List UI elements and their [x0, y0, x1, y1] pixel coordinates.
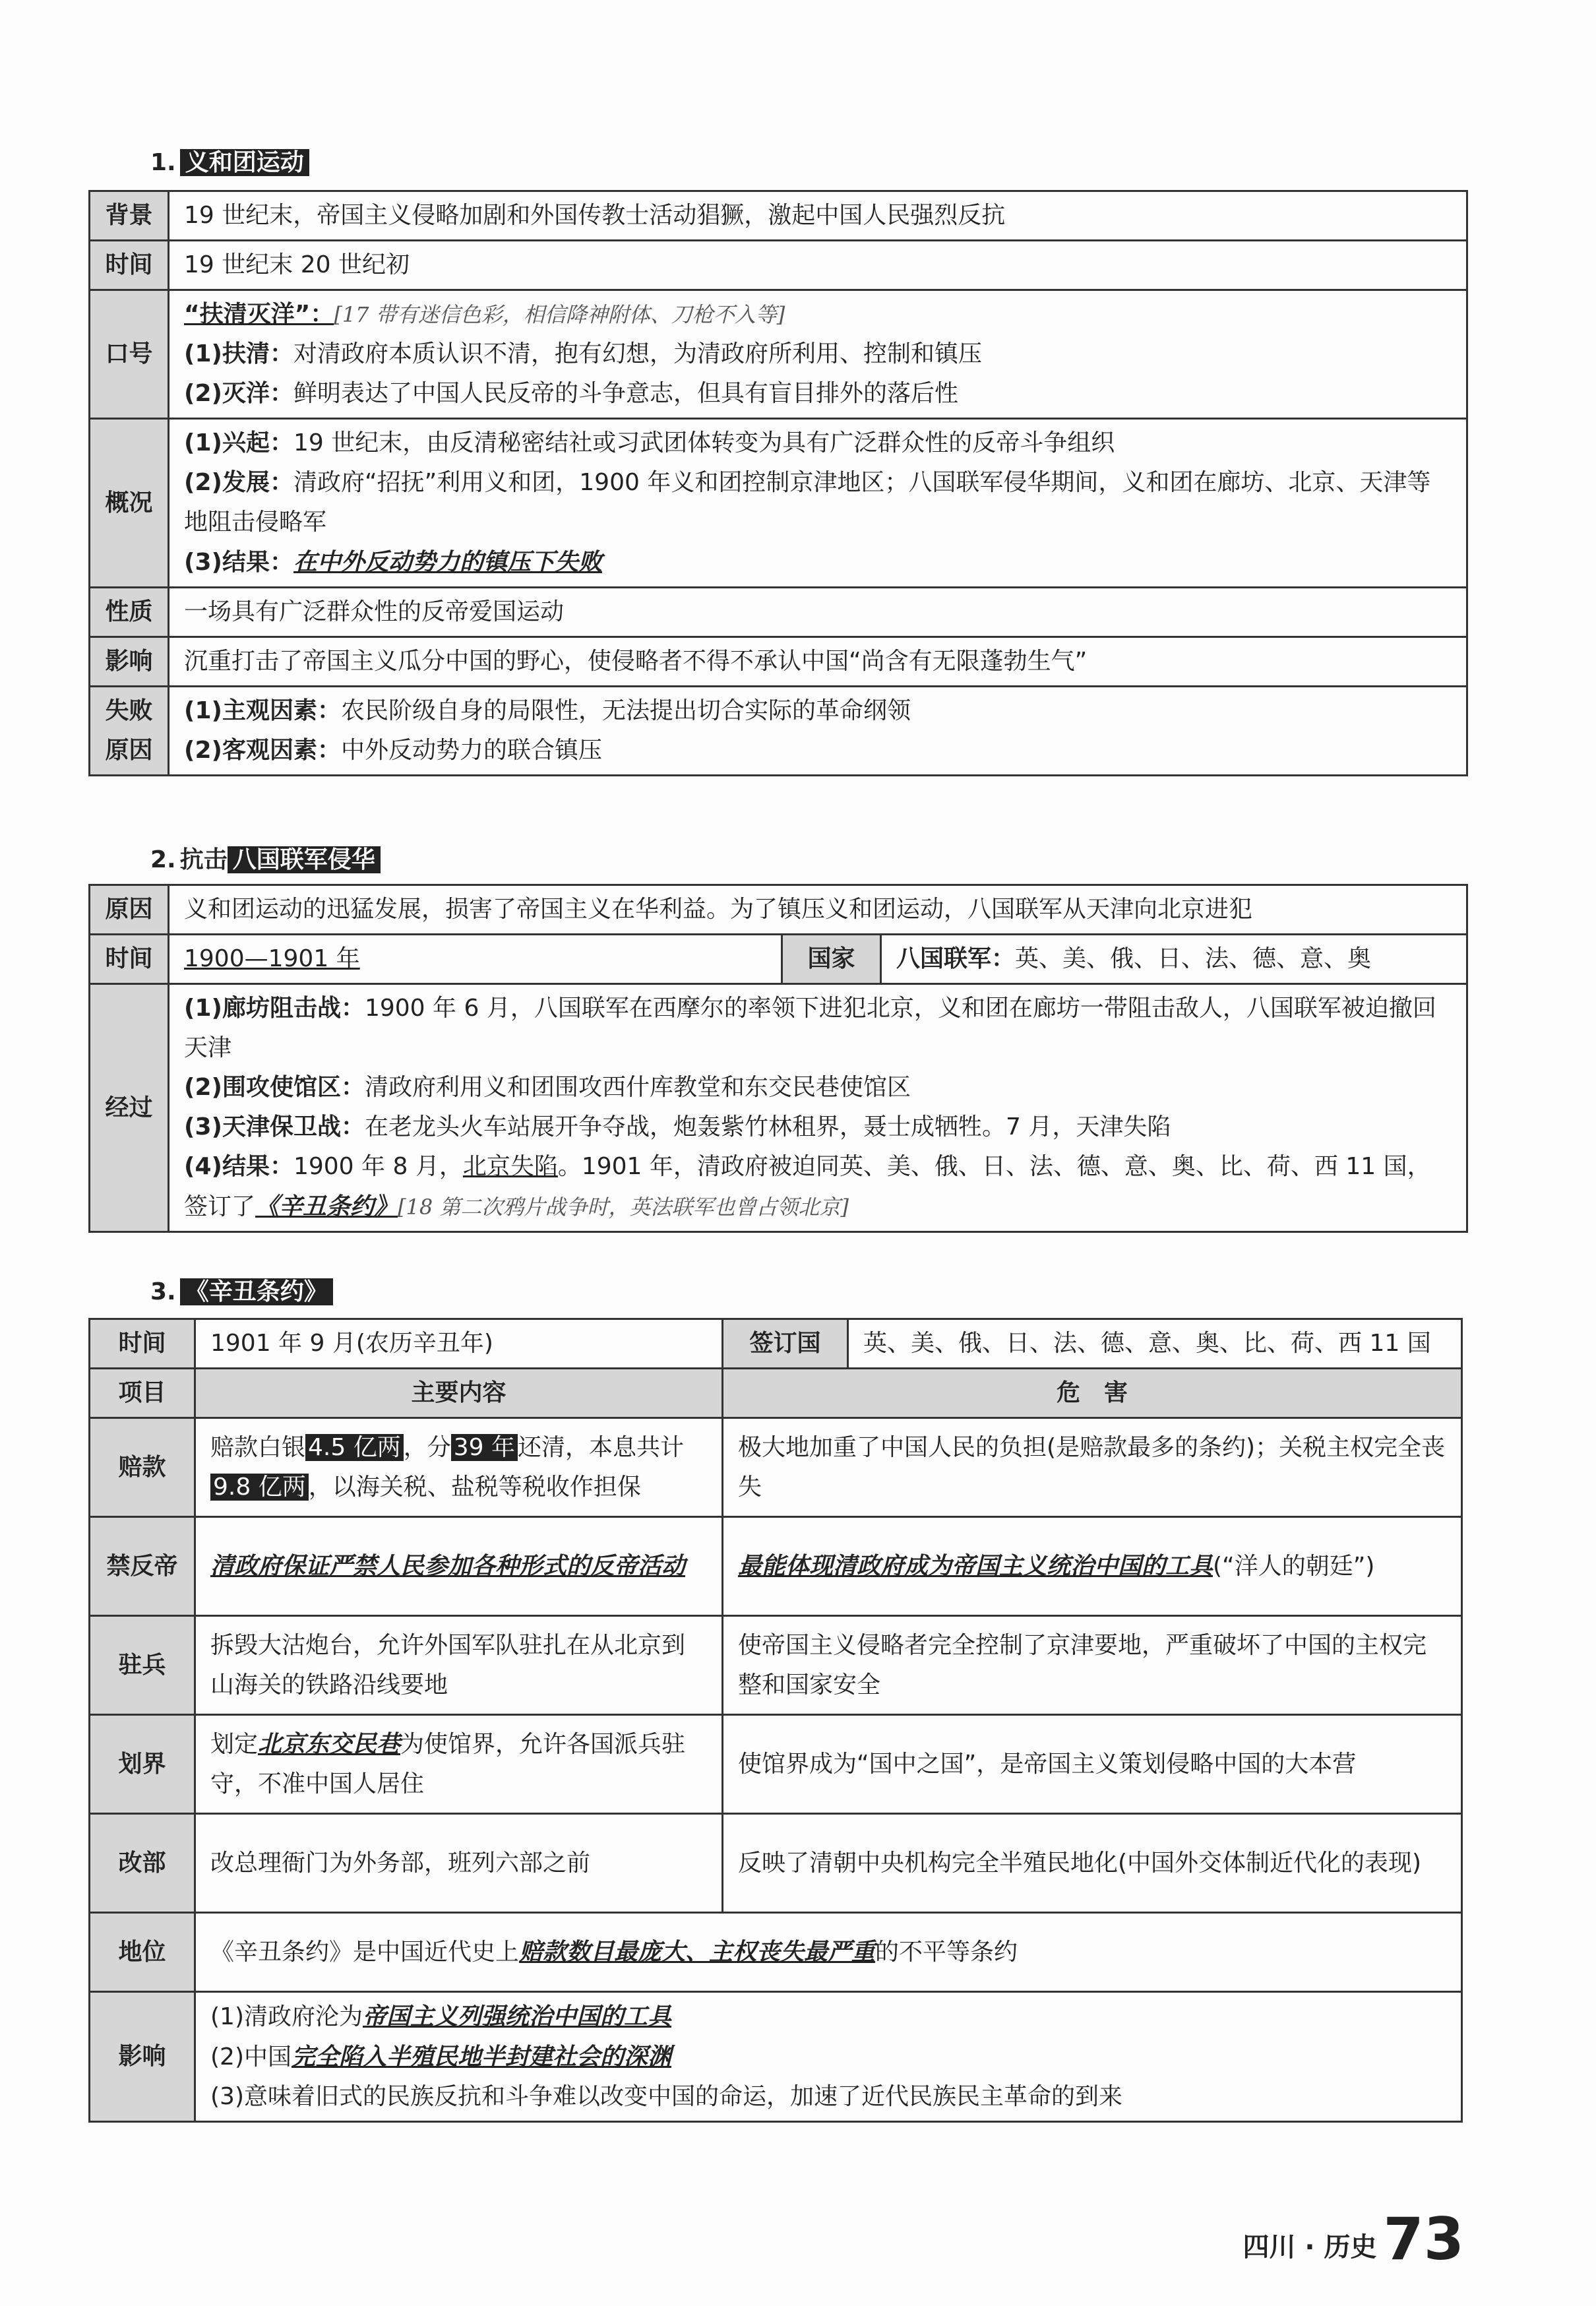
- row-label: 背景: [90, 191, 169, 241]
- highlight: 9.8 亿两: [210, 1474, 309, 1501]
- cell: 反映了清朝中央机构完全半殖民地化(中国外交体制近代化的表现): [723, 1814, 1462, 1913]
- item-label: (2)围攻使馆区：: [184, 1074, 365, 1101]
- cell: [723, 1517, 1462, 1616]
- item-text: 北京失陷: [462, 1153, 558, 1180]
- item-text: ，以海关税、盐税等税收作担保: [308, 1473, 641, 1501]
- item-text: 鲜明表达了中国人民反帝的斗争意志，但具有盲目排外的落后性: [293, 380, 958, 407]
- row-label: 驻兵: [90, 1616, 195, 1715]
- item-text: (3)意味着旧式的民族反抗和斗争难以改变中国的命运，加速了近代民族民主革命的到来: [210, 2083, 1122, 2110]
- table-row: [90, 588, 1467, 637]
- row-label: 时间: [90, 241, 169, 290]
- row-label: 划界: [90, 1715, 195, 1814]
- item-text: 英、美、俄、日、法、德、意、奥: [1015, 945, 1372, 972]
- highlight: 4.5 亿两: [305, 1434, 404, 1461]
- section-prefix: 抗击: [179, 846, 228, 873]
- section-3-title: [150, 1273, 333, 1307]
- column-header: 主要内容: [195, 1369, 723, 1418]
- item-text: 1900 年 6 月，八国联军在西摩尔的率领下进犯北京，义和团在廊坊一带阻击敌人，八国联军被迫撤回天津: [184, 995, 1436, 1061]
- table-row: [90, 637, 1467, 687]
- table-row: [90, 241, 1467, 290]
- table-row: [90, 935, 1467, 984]
- row-label: [90, 687, 169, 776]
- row-label: 时间: [90, 935, 169, 984]
- row-label: 国家: [782, 935, 881, 984]
- row-label: 口号: [90, 290, 169, 419]
- cell: [169, 290, 1467, 419]
- cell: 使帝国主义侵略者完全控制了京津要地，严重破坏了中国的主权完整和国家安全: [723, 1616, 1462, 1715]
- row-label: 影响: [90, 637, 169, 687]
- row-label: 签订国: [723, 1319, 848, 1369]
- row-label: 原因: [90, 885, 169, 935]
- row-label: 禁反帝: [90, 1517, 195, 1616]
- cell: 一场具有广泛群众性的反帝爱国运动: [169, 588, 1467, 637]
- table-row: [90, 687, 1467, 776]
- item-label: (1)主观因素：: [184, 697, 341, 724]
- cell: [195, 1992, 1462, 2122]
- cell: 极大地加重了中国人民的负担(是赔款最多的条约)；关税主权完全丧失: [723, 1418, 1462, 1517]
- item-text: 赔款白银: [210, 1433, 306, 1461]
- cell: [169, 687, 1467, 776]
- section-number: 2.: [150, 846, 176, 873]
- item-label: (2)客观因素：: [184, 737, 341, 764]
- cell: [195, 1715, 723, 1814]
- handwritten-answer: 北京东交民巷: [258, 1730, 401, 1758]
- item-text: 1900 年 8 月，: [293, 1153, 463, 1180]
- column-header: 项目: [90, 1369, 195, 1418]
- item-text: (“洋人的朝廷”): [1213, 1553, 1375, 1580]
- table-row: [90, 1814, 1462, 1913]
- table-eight-nation: [88, 884, 1468, 1233]
- cell: [195, 1418, 723, 1517]
- item-label: (2)灭洋：: [184, 380, 293, 407]
- table-row: [90, 885, 1467, 935]
- cell: 拆毁大沽炮台，允许外国军队驻扎在从北京到山海关的铁路沿线要地: [195, 1616, 723, 1715]
- table-header-row: [90, 1369, 1462, 1418]
- cell: 沉重打击了帝国主义瓜分中国的野心，使侵略者不得不承认中国“尚含有无限蓬勃生气”: [169, 637, 1467, 687]
- label-line: 失败: [105, 697, 153, 724]
- item-text: 在老龙头火车站展开争夺战，炮轰紫竹林租界，聂士成牺牲。7 月，天津失陷: [364, 1113, 1171, 1140]
- item-label: (3)天津保卫战：: [184, 1113, 365, 1140]
- footer-subject: 四川 · 历史: [1243, 2232, 1377, 2262]
- item-text: 。1901 年，清政府被迫同英、美、俄、日、法、德、意、奥、比、荷、西 11 国，签订了: [184, 1153, 1431, 1220]
- handwritten-answer: 帝国主义列强统治中国的工具: [363, 2003, 672, 2030]
- row-label: 概况: [90, 419, 169, 588]
- item-label: 八国联军：: [896, 945, 1016, 972]
- handwritten-note: [17 带有迷信色彩，相信降神附体、刀枪不入等]: [334, 302, 785, 327]
- item-label: (1)扶清：: [184, 340, 293, 367]
- row-label: 影响: [90, 1992, 195, 2122]
- highlight: 39 年: [451, 1434, 518, 1461]
- cell: 19 世纪末 20 世纪初: [169, 241, 1467, 290]
- item-text: 对清政府本质认识不清，抱有幻想，为清政府所利用、控制和镇压: [293, 340, 982, 367]
- section-heading: 八国联军侵华: [228, 846, 381, 873]
- section-heading: 义和团运动: [180, 149, 309, 176]
- table-xinchou-treaty: [88, 1318, 1463, 2123]
- item-text: 19 世纪末，由反清秘密结社或习武团体转变为具有广泛群众性的反帝斗争组织: [293, 429, 1115, 456]
- page-number: 73: [1383, 2205, 1464, 2273]
- item-text: 中外反动势力的联合镇压: [340, 737, 602, 764]
- cell: 英、美、俄、日、法、德、意、奥、比、荷、西 11 国: [848, 1319, 1462, 1369]
- cell: [169, 984, 1467, 1232]
- item-text: 划定: [210, 1731, 259, 1758]
- item-label: (4)结果：: [184, 1153, 293, 1180]
- section-number: 3.: [150, 1278, 176, 1305]
- column-header: 危 害: [723, 1369, 1462, 1418]
- item-text: 为使馆界，允许各国派兵驻守，不准中国人居住: [210, 1731, 686, 1797]
- table-row: [90, 1319, 1462, 1369]
- cell: [195, 1913, 1462, 1992]
- item-label: (2)发展：: [184, 469, 293, 496]
- section-1-title: [150, 144, 309, 177]
- time-value: 1900—1901 年: [184, 945, 360, 972]
- handwritten-answer: 完全陷入半殖民地半封建社会的深渊: [292, 2043, 672, 2071]
- table-row: [90, 419, 1467, 588]
- handwritten-answer: 在中外反动势力的镇压下失败: [293, 548, 602, 576]
- row-label: 赔款: [90, 1418, 195, 1517]
- item-text: 《辛丑条约》是中国近代史上: [210, 1939, 520, 1966]
- item-text: 清政府“招抚”利用义和团，1900 年义和团控制京津地区；八国联军侵华期间，义和团在廊坊、北京、天津等地阻击侵略军: [184, 469, 1431, 536]
- table-row: [90, 191, 1467, 241]
- item-label: (1)廊坊阻击战：: [184, 995, 365, 1022]
- item-text: 的不平等条约: [875, 1939, 1018, 1966]
- cell: 义和团运动的迅猛发展，损害了帝国主义在华利益。为了镇压义和团运动，八国联军从天津向北京进犯: [169, 885, 1467, 935]
- cell: 改总理衙门为外务部，班列六部之前: [195, 1814, 723, 1913]
- item-text: 农民阶级自身的局限性，无法提出切合实际的革命纲领: [340, 697, 911, 724]
- row-label: 性质: [90, 588, 169, 637]
- table-boxer-movement: [88, 190, 1468, 776]
- table-row: [90, 290, 1467, 419]
- item-text: 清政府利用义和团围攻西什库教堂和东交民巷使馆区: [364, 1074, 911, 1101]
- cell: 19 世纪末，帝国主义侵略加剧和外国传教士活动猖獗，激起中国人民强烈反抗: [169, 191, 1467, 241]
- table-row: [90, 1715, 1462, 1814]
- handwritten-note: [18 第二次鸦片战争时，英法联军也曾占领北京]: [398, 1195, 849, 1220]
- item-label: (1)兴起：: [184, 429, 293, 456]
- handwritten-answer: 清政府保证严禁人民参加各种形式的反帝活动: [210, 1552, 686, 1580]
- table-row: [90, 1913, 1462, 1992]
- item-label: (3)结果：: [184, 549, 293, 576]
- section-2-title: [150, 841, 381, 875]
- table-row: [90, 1418, 1462, 1517]
- cell: [169, 419, 1467, 588]
- label-line: 原因: [105, 737, 153, 764]
- item-text: (2)中国: [210, 2043, 292, 2071]
- row-label: 经过: [90, 984, 169, 1232]
- slogan-head: “扶清灭洋”：: [184, 301, 334, 328]
- table-row: [90, 984, 1467, 1232]
- table-row: [90, 1517, 1462, 1616]
- handwritten-answer: 最能体现清政府成为帝国主义统治中国的工具: [738, 1552, 1213, 1580]
- table-row: [90, 1992, 1462, 2122]
- item-text: 还清，本息共计: [518, 1433, 685, 1461]
- section-number: 1.: [150, 149, 176, 176]
- page-footer: [1243, 2205, 1464, 2273]
- cell: 1901 年 9 月(农历辛丑年): [195, 1319, 723, 1369]
- cell: 使馆界成为“国中之国”，是帝国主义策划侵略中国的大本营: [723, 1715, 1462, 1814]
- cell: [169, 935, 782, 984]
- row-label: 地位: [90, 1913, 195, 1992]
- cell: [195, 1517, 723, 1616]
- table-row: [90, 1616, 1462, 1715]
- row-label: 时间: [90, 1319, 195, 1369]
- item-text: (1)清政府沦为: [210, 2003, 363, 2030]
- handwritten-answer: 《辛丑条约》: [255, 1193, 398, 1220]
- item-text: ，分: [403, 1433, 451, 1461]
- row-label: 改部: [90, 1814, 195, 1913]
- section-heading: 《辛丑条约》: [180, 1278, 333, 1305]
- cell: [881, 935, 1467, 984]
- handwritten-answer: 赔款数目最庞大、主权丧失最严重: [519, 1938, 876, 1966]
